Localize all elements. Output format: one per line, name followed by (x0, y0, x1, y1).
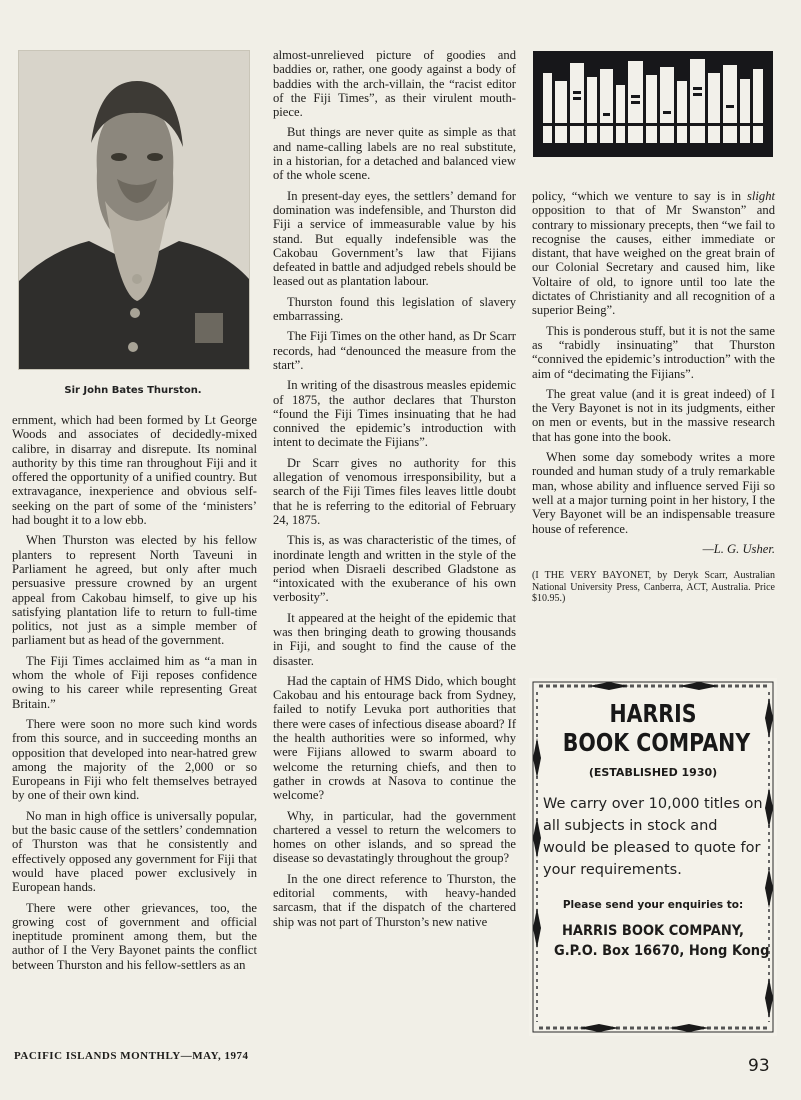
paragraph: The Fiji Times acclaimed him as “a man in whom the whole of Fiji reposes confidence owing to his career while representing Great Britain.” (12, 653, 257, 711)
ad-headline-2: BOOK COMPANY (562, 728, 751, 757)
paragraph: There were other grievances, too, the growing cost of government and official ineptitude prominent among them, but the author of I the Very Bayonet paints the conflict between Thurston and his fellow-settlers as an (12, 900, 257, 972)
masthead-footer: PACIFIC ISLANDS MONTHLY—MAY, 1974 (14, 1050, 249, 1062)
paragraph: The Fiji Times on the other hand, as Dr Scarr records, had “denounced the measure from the start”. (273, 329, 516, 372)
ad-contact-name: HARRIS BOOK COMPANY, (561, 923, 744, 939)
author-signature: —L. G. Usher. (702, 541, 775, 556)
paragraph: Dr Scarr gives no authority for this allegation of venomous irresponsibility, but a search of the Fiji Times files leaves little doubt that he is referring to the editorial of February 24, 1875. (273, 455, 516, 527)
paragraph: This is, as was characteristic of the times, of inordinate length and written in the style of the period when Disraeli described Gladstone as “intoxicated with the exuberance of his own verbosity”. (273, 533, 516, 605)
ad-content (543, 699, 770, 1016)
paragraph: But things are never quite as simple as that and name-calling labels are no real substitute, in a historian, for a detached and balanced view of the whole scene. (273, 125, 516, 183)
bookshelf-icon (533, 51, 773, 157)
paragraph: ernment, which had been formed by Lt George Woods and associates of decidedly-mixed calibre, in disarray and disrepute. Its nominal authority by this time ran throughout Fiji and it offered the opportunity of a unified country. But extravagance, inexperience and obvious self-seeking on the part of some of the ‘ministers’ had bought it to a low ebb. (12, 413, 257, 528)
paragraph-text: policy, “which we venture to say is in (532, 189, 747, 203)
harris-book-company-ad (529, 678, 777, 1036)
paragraph-text: opposition to that of Mr Swanston” and contrary to missionary precepts, then “we fail to recognise the causes, either immediate or distant, that have weighed on the great brain of our Colonial Secretary and caused him, like Voltaire of old, to ignore until too late the dictates of Christianity and all recognition of a superior Being”. (532, 203, 775, 318)
paragraph: almost-unrelieved picture of goodies and baddies or, rather, one goody against a body of baddies with the arch-villain, the “racist editor of the Fiji Times”, as their virulent mouth-piece. (273, 48, 516, 120)
paragraph: When Thurston was elected by his fellow planters to represent North Taveuni in Parliament he agreed, but only after much persuasive pressure crowned by an urgent appeal from Cakobau himself, to give up his satisfying plantation life to return to full-time politics, not just as a simple member of parliament but as head of the government. (12, 533, 257, 648)
paragraph: In the one direct reference to Thurston, the editorial comments, with heavy-handed sarcasm, that if the dispatch of the chartered ship was not part of Thurston’s new native (273, 871, 516, 929)
paragraph: It appeared at the height of the epidemic that was then bringing death to growing thousands in Fiji, and sought to find the cause of the disaster. (273, 610, 516, 668)
ad-send-enquiries: Please send your enquiries to: (562, 899, 744, 911)
article-column-3 (532, 189, 775, 605)
paragraph: There were soon no more such kind words from this source, and in succeeding months an opposition that developed into near-hatred grew among the majority of the 2,000 or so Europeans in Fiji who felt themselves betrayed by one of their own kind. (12, 716, 257, 803)
paragraph: The great value (and it is great indeed) of I the Very Bayonet is not in its judgments, either on men or events, but in the massive research that has gone into the book. (532, 386, 775, 444)
portrait-illustration (19, 51, 249, 369)
paragraph: In writing of the disastrous measles epidemic of 1875, the author declares that Thurston “found the Fiji Times insinuating that he had connived the epidemic’s introduction with intent to decimate the Fijians”. (273, 378, 516, 450)
ad-headline-1: HARRIS (609, 699, 697, 728)
ad-body-text: We carry over 10,000 titles on all subjects in stock and would be pleased to quote for your requirements. (543, 796, 763, 878)
ad-established: (ESTABLISHED 1930) (588, 766, 718, 779)
book-review-logo (533, 51, 773, 157)
paragraph: In present-day eyes, the settlers’ demand for domination was indefensible, and Thurston did Fiji a service of immeasurable value by his stand. But equally indefensible was the Cakobau Government’s law that Fijians defeated in battle and adjudged rebels should be leased out as plantation labour. (273, 188, 516, 289)
book-reference: (I THE VERY BAYONET, by Deryk Scarr, Australian National University Press, Canberra, ACT, Australia. Price $10.95.) (532, 570, 775, 605)
portrait-photo (18, 50, 250, 370)
photo-caption: Sir John Bates Thurston. (64, 385, 202, 396)
paragraph: Had the captain of HMS Dido, which bought Cakobau and his entourage back from Sydney, failed to notify Levuka port authorities that there were cases of infectious disease aboard? If the health authorities were so informed, why were Fijians allowed to swarm aboard to welcome the returning chiefs, and then to gather in crowds at Nasova to continue the welcome? (273, 673, 517, 803)
paragraph (532, 189, 775, 318)
ad-contact-address: G.P.O. Box 16670, Hong Kong (554, 943, 770, 959)
page-number: 93 (748, 1056, 770, 1076)
paragraph: When some day somebody writes a more rounded and human study of a truly remarkable man, whose ability and influence served Fiji so well at a major turning point in her history, I the Very Bayonet will be an indispensable treasure house of reference. (532, 450, 775, 536)
paragraph: Thurston found this legislation of slavery embarrassing. (273, 294, 516, 324)
paragraph: No man in high office is universally popular, but the basic cause of the settlers’ condemnation of Thurston was that he consistently and effectively opposed any government for Fiji that would have placed power exclusively in European hands. (12, 808, 257, 895)
article-column-2 (273, 48, 516, 935)
emphasis: slight (747, 189, 775, 203)
paragraph: Why, in particular, had the government chartered a vessel to return the welcomers to homes on other islands, and so spread the disease so devastatingly throughout the group? (273, 808, 516, 866)
article-column-1 (12, 413, 257, 978)
paragraph: This is ponderous stuff, but it is not the same as “rabidly insinuating” that Thurston “connived the epidemic’s introduction” with the aim of “decimating the Fijians”. (532, 323, 775, 381)
